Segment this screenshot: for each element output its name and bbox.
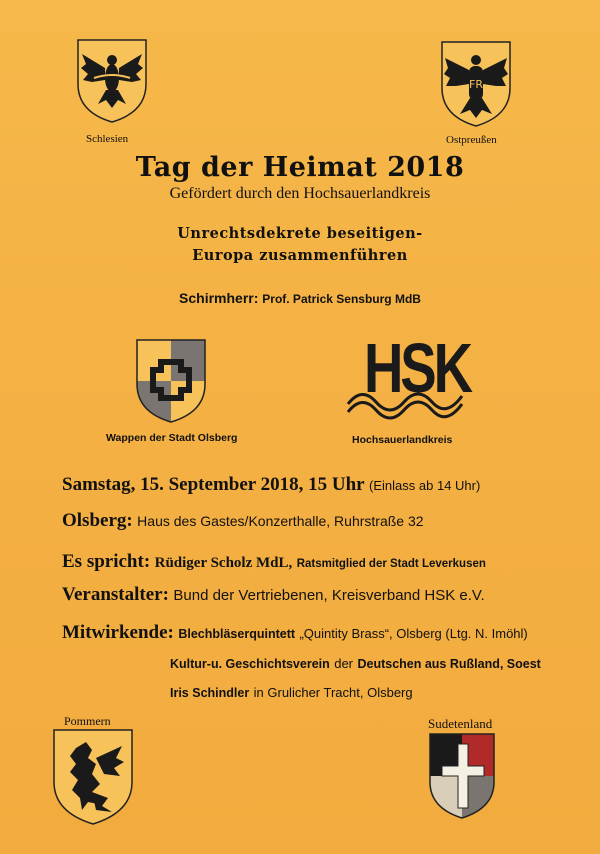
event-subtitle: Gefördert durch den Hochsauerlandkreis (169, 185, 431, 202)
slogan-line-2: Europa zusammenführen (192, 247, 408, 264)
hsk-logo-text: HSK (364, 329, 470, 407)
ostpreussen-label: Ostpreußen (446, 134, 497, 146)
olsberg-coat-of-arms-icon (135, 338, 207, 424)
svg-text:FR: FR (469, 78, 483, 91)
patron-line (0, 290, 600, 306)
patron-name: Prof. Patrick Sensburg MdB (262, 292, 421, 306)
participant-3-details: in Grulicher Tracht, Olsberg (253, 685, 413, 700)
schlesien-label: Schlesien (86, 133, 129, 145)
participant-2-part-2: der (334, 656, 354, 671)
participant-3-name: Iris Schindler (170, 686, 250, 700)
participants-line-1 (62, 622, 528, 644)
sudetenland-coat-of-arms-icon (428, 732, 496, 820)
hsk-logo (346, 329, 470, 426)
organizer-label: Veranstalter: (62, 584, 169, 605)
participants-label: Mitwirkende: (62, 622, 174, 643)
olsberg-label: Wappen der Stadt Olsberg (106, 432, 238, 444)
participant-1-name: Blechbläserquintett (178, 627, 296, 641)
patron-label: Schirmherr: (179, 290, 259, 306)
pommern-label: Pommern (64, 714, 111, 728)
participant-2-part-3: Deutschen aus Rußland, Soest (357, 657, 541, 671)
place-label: Olsberg: (62, 510, 133, 531)
sudetenland-label: Sudetenland (428, 716, 493, 731)
participant-1-details: „Quintity Brass“, Olsberg (Ltg. N. Imöhl) (299, 626, 528, 641)
hsk-label: Hochsauerlandkreis (352, 434, 453, 446)
participants-line-3 (170, 684, 413, 702)
speaker-label: Es spricht: (62, 551, 151, 572)
speaker-name: Rüdiger Scholz MdL, (154, 555, 293, 571)
speaker-line (62, 551, 486, 573)
event-date-line (62, 474, 480, 496)
organizer-value: Bund der Vertriebenen, Kreisverband HSK e.V. (173, 587, 485, 604)
organizer-line (62, 584, 485, 606)
event-place-line (62, 510, 424, 532)
event-date: Samstag, 15. September 2018, 15 Uhr (62, 474, 365, 495)
participants-line-2 (170, 655, 541, 673)
ostpreussen-coat-of-arms-icon (440, 40, 512, 128)
event-admission: (Einlass ab 14 Uhr) (369, 478, 481, 493)
event-title: Tag der Heimat 2018 (135, 152, 465, 183)
speaker-role: Ratsmitglied der Stadt Leverkusen (296, 558, 486, 570)
slogan-line-1: Unrechtsdekrete beseitigen- (177, 225, 423, 242)
participant-2-part-1: Kultur-u. Geschichtsverein (170, 657, 330, 671)
pommern-coat-of-arms-icon (52, 728, 134, 826)
place-value: Haus des Gastes/Konzerthalle, Ruhrstraße 32 (137, 513, 424, 529)
schlesien-coat-of-arms-icon (76, 38, 148, 124)
hsk-wave-icon (346, 382, 466, 422)
